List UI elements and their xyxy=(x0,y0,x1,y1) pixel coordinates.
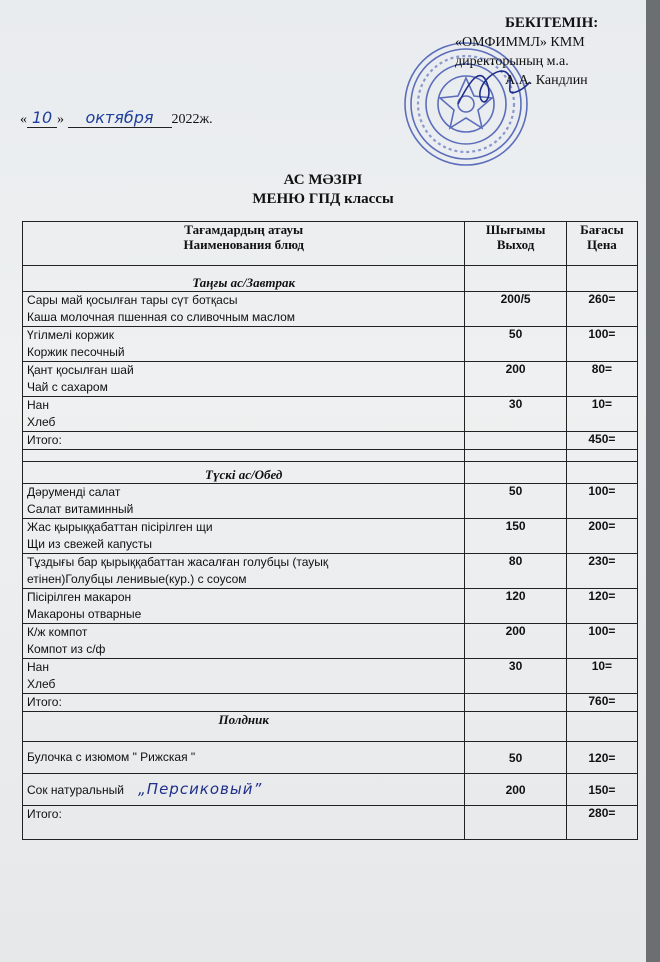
table-row: Нан Хлеб 30 10= xyxy=(23,659,638,694)
lunch-total-row: Итого: 760= xyxy=(23,694,638,712)
approval-position: директорының м.а. xyxy=(455,54,569,69)
approval-name: А.А. Кандлин xyxy=(505,73,588,88)
menu-table xyxy=(22,221,638,840)
spacer-row xyxy=(23,450,638,462)
section-snack-row xyxy=(23,712,638,742)
table-row: Пісірілген макарон Макароны отварные 120 120= xyxy=(23,589,638,624)
date-year: 2022ж. xyxy=(171,112,213,127)
section-breakfast-label: Таңғы ас/Завтрак xyxy=(23,266,465,292)
section-lunch-row xyxy=(23,462,638,484)
section-lunch-label: Түскі ас/Обед xyxy=(23,462,465,484)
header-price: Бағасы Цена xyxy=(566,222,637,266)
date-quote-close: » xyxy=(57,112,64,127)
page-title: АС МӘЗІРІ xyxy=(283,172,363,188)
date-quote-open: « xyxy=(20,112,27,127)
header-yield: Шығымы Выход xyxy=(465,222,566,266)
table-header-row xyxy=(23,222,638,266)
table-row: Булочка с изюмом " Рижская " 50 120= xyxy=(23,742,638,774)
approval-block xyxy=(455,14,646,90)
section-breakfast-row xyxy=(23,266,638,292)
snack-total-row: Итого: 280= xyxy=(23,806,638,840)
table-row: Жас қырыққабаттан пісірілген щи Щи из свежей капусты 150 200= xyxy=(23,519,638,554)
section-snack-label: Полдник xyxy=(23,712,465,742)
breakfast-total-row: Итого: 450= xyxy=(23,432,638,450)
table-row: Дәруменді салат Салат витаминный 50 100= xyxy=(23,484,638,519)
header-name: Тағамдардың атауы Наименования блюд xyxy=(23,222,465,266)
document-date xyxy=(20,108,213,128)
table-row: К/ж компот Компот из с/ф 200 100= xyxy=(23,624,638,659)
page-subtitle: МЕНЮ ГПД классы xyxy=(252,191,394,207)
table-row: Нан Хлеб 30 10= xyxy=(23,397,638,432)
date-day: 10 xyxy=(27,108,57,128)
date-month: октября xyxy=(68,108,172,128)
approval-title: БЕКІТЕМІН: xyxy=(505,15,599,31)
table-row: Сок натуральный „Персиковый” 200 150= xyxy=(23,774,638,806)
table-row: Тұздығы бар қырыққабаттан жасалған голубцы (тауық етінен)Голубцы ленивые(кур.) с соусом 80 230= xyxy=(23,554,638,589)
approval-org: «ОМФИММЛ» КММ xyxy=(455,35,585,50)
table-row: Үгілмелі коржик Коржик песочный 50 100= xyxy=(23,327,638,362)
table-row: Қант қосылған шай Чай с сахаром 200 80= xyxy=(23,362,638,397)
table-row: Сары май қосылған тары сүт ботқасы Каша молочная пшенная со сливочным маслом 200/5 260= xyxy=(23,292,638,327)
handwritten-juice-note: „Персиковый” xyxy=(138,779,263,798)
